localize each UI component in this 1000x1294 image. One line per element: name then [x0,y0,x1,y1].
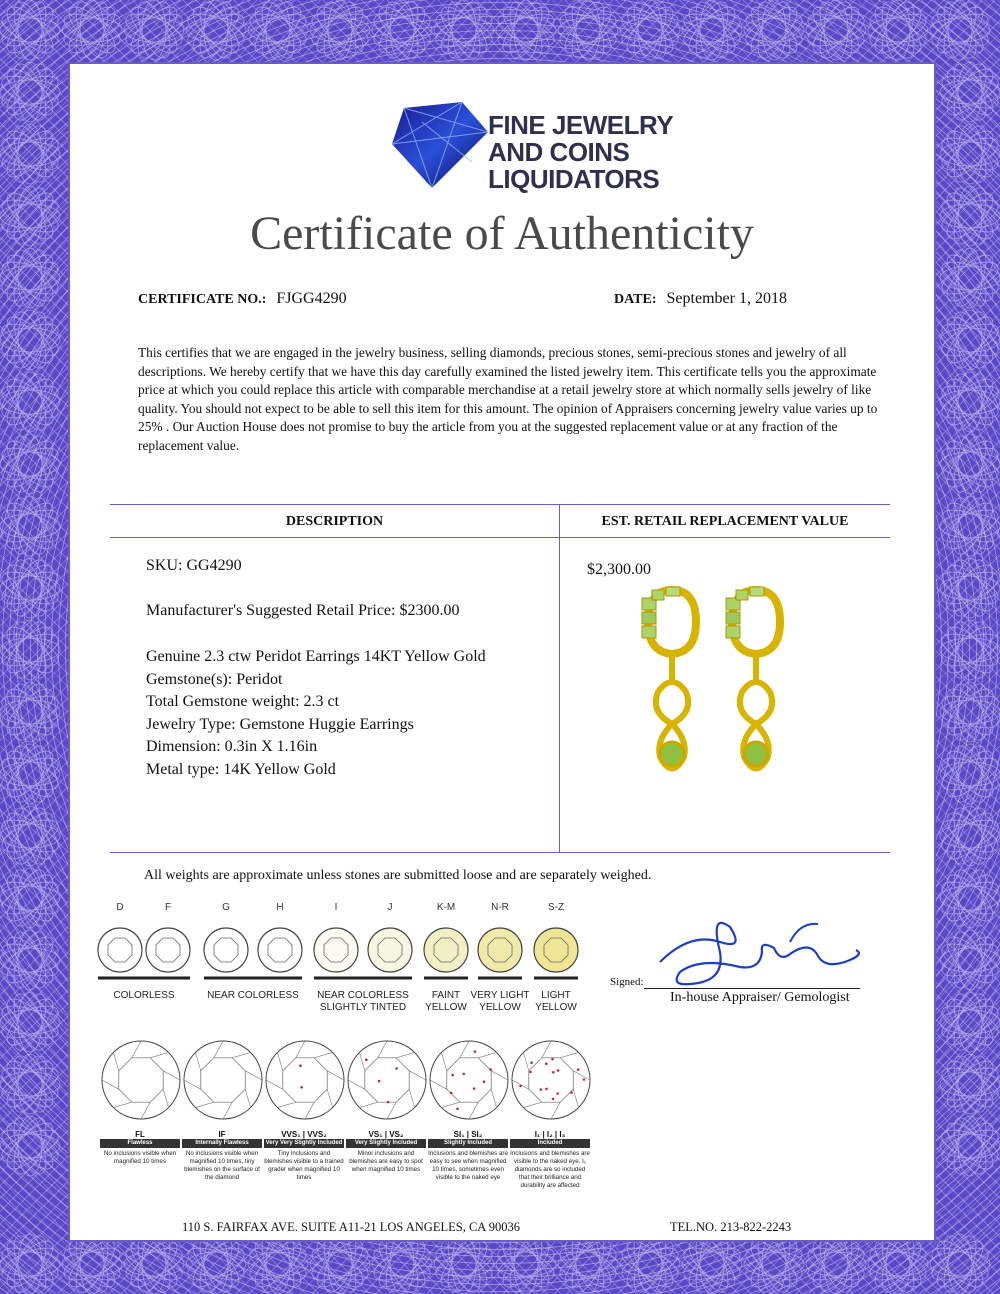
clarity-inclusion [489,1068,492,1071]
guilloche-rosette [0,124,59,183]
clarity-inclusion [577,1068,580,1071]
clarity-grade-code: VVS₁ | VVS₂ [281,1130,327,1139]
certificate-body [68,62,936,1242]
guilloche-rosette [940,434,999,493]
guilloche-rosette [310,1234,369,1293]
clarity-grade-description: Inclusions and blemishes are visible to the naked eye. I₁ diamonds are so included that their brilliance and durability are affected [510,1150,590,1189]
guilloche-rosette [620,0,679,59]
color-grade-diamond [258,928,302,972]
guilloche-rosette [0,124,59,183]
guilloche-rosette [0,744,59,803]
color-group-label [88,990,200,1002]
guilloche-rosette [124,0,183,59]
guilloche-rosette [0,558,59,617]
description-line: Dimension: 0.3in X 1.16in [146,738,318,755]
guilloche-rosette [0,434,59,493]
guilloche-rosette [0,620,59,679]
guilloche-rosette [940,682,999,741]
guilloche-rosette [940,124,999,183]
clarity-inclusion [387,1101,390,1104]
guilloche-rosette [372,0,431,59]
color-grade-diamond [146,928,190,972]
guilloche-rosette [496,0,555,59]
guilloche-rosette [62,1234,121,1293]
guilloche-rosette [558,0,617,59]
clarity-grade-column [264,1130,344,1182]
guilloche-rosette [940,744,999,803]
guilloche-rosette [62,0,121,59]
guilloche-rosette [0,248,59,307]
guilloche-rosette [806,0,865,59]
description-lines [146,646,486,781]
clarity-inclusion [519,1085,522,1088]
guilloche-rosette [620,1234,679,1293]
guilloche-rosette [372,1234,431,1293]
brand-line-2: AND COINS [488,137,630,167]
clarity-scale [96,1032,596,1232]
clarity-inclusion [552,1071,555,1074]
guilloche-rosette [940,930,999,989]
guilloche-rosette [0,930,59,989]
color-grade-letter: J [387,902,393,913]
color-grade-letter: K-M [436,902,456,913]
earrings-product-image [638,582,808,792]
guilloche-rosette [124,1234,183,1293]
guilloche-rosette [0,62,59,121]
guilloche-rosette [62,1234,121,1293]
guilloche-rosette [806,0,865,59]
color-grade-diamond [534,928,578,972]
guilloche-rosette [248,1234,307,1293]
guilloche-rosette [0,930,59,989]
guilloche-rosette [940,992,999,1051]
guilloche-rosette [0,868,59,927]
guilloche-rosette [0,496,59,555]
guilloche-rosette [0,0,59,59]
guilloche-rosette [940,868,999,927]
clarity-grade-name: Internally Flawless [182,1139,262,1148]
description-line: Metal type: 14K Yellow Gold [146,760,336,778]
guilloche-rosette [0,0,59,59]
color-grade-letter: G [222,902,230,913]
guilloche-rosette [940,1054,999,1113]
guilloche-rosette [0,248,59,307]
sku: SKU: GG4290 [146,557,242,574]
clarity-grade-code: IF [218,1130,226,1139]
guilloche-rosette [940,620,999,679]
clarity-inclusion [556,1092,559,1095]
guilloche-rosette [310,1234,369,1293]
clarity-inclusion [529,1071,532,1074]
description-line: Total Gemstone weight: 2.3 ct [146,693,340,710]
clarity-grade-column [346,1130,426,1174]
description-header: DESCRIPTION [285,514,384,529]
color-diamond-row [96,920,586,980]
guilloche-rosette [0,1054,59,1113]
color-grade-diamond [424,928,468,972]
color-grade-scale [96,902,586,1022]
clarity-grade-description: No inclusions visible when magnified 10 times [103,1150,177,1165]
guilloche-rosette [744,1234,803,1293]
guilloche-rosette [434,1234,493,1293]
guilloche-rosette [124,1234,183,1293]
guilloche-rosette [0,186,59,245]
guilloche-rosette [940,434,999,493]
guilloche-rosette [940,186,999,245]
guilloche-rosette [124,0,183,59]
guilloche-rosette [0,1234,59,1293]
guilloche-rosette [940,558,999,617]
color-grade-diamond [368,928,412,972]
color-group-label-line: YELLOW [535,1002,577,1013]
guilloche-rosette [248,0,307,59]
color-group-label [468,990,532,1014]
clarity-inclusion [551,1058,554,1061]
replacement-value: $2,300.00 [587,561,651,578]
guilloche-rosette [930,1234,989,1293]
clarity-inclusion [557,1069,560,1072]
guilloche-rosette [0,1116,59,1175]
color-group-label-line: VERY LIGHT [470,990,530,1001]
description-line: Jewelry Type: Gemstone Huggie Earrings [146,715,414,733]
description-line: Gemstone(s): Peridot [146,670,283,688]
clarity-inclusion [473,1087,476,1090]
guilloche-rosette [558,1234,617,1293]
color-grade-diamond [478,928,522,972]
guilloche-rosette [496,0,555,59]
date-value: September 1, 2018 [666,290,787,307]
clarity-inclusion [300,1086,303,1089]
guilloche-rosette [186,1234,245,1293]
guilloche-rosette [0,310,59,369]
color-grade-letter: S-Z [547,902,565,913]
guilloche-rosette [0,1116,59,1175]
clarity-inclusion [552,1098,555,1101]
table-top-rule [110,504,890,505]
guilloche-rosette [806,1234,865,1293]
clarity-grade-description: No inclusions visible when magnified 10 times, tiny blemishes on the surface of the diamond [184,1150,260,1181]
color-group-label-line: YELLOW [425,1002,467,1013]
clarity-grade-code: VS₁ | VS₂ [368,1130,404,1139]
guilloche-rosette [248,1234,307,1293]
guilloche-rosette [744,0,803,59]
certificate-title: Certificate of Authenticity [250,207,754,260]
guilloche-rosette [940,62,999,121]
guilloche-rosette [0,620,59,679]
clarity-grade-column [428,1130,508,1182]
guilloche-rosette [940,372,999,431]
guilloche-rosette [0,1054,59,1113]
clarity-grade-name: Flawless [100,1139,180,1148]
clarity-inclusion [483,1080,486,1083]
clarity-grade-description: Minor inclusions and blemishes are easy to spot when magnified 10 times [349,1150,423,1173]
guilloche-rosette [372,0,431,59]
guilloche-rosette [940,682,999,741]
guilloche-rosette [0,868,59,927]
guilloche-rosette [806,1234,865,1293]
guilloche-rosette [940,620,999,679]
table-header-rule [110,537,890,538]
value-header: EST. RETAIL REPLACEMENT VALUE [601,514,849,529]
guilloche-rosette [496,1234,555,1293]
guilloche-rosette [940,62,999,121]
clarity-grade-column [510,1130,590,1190]
color-group-label-line: YELLOW [479,1002,521,1013]
weights-note: All weights are approximate unless stones are submitted loose and are separately weighed. [144,868,652,883]
guilloche-rosette [0,186,59,245]
guilloche-rosette [310,0,369,59]
guilloche-rosette [940,248,999,307]
guilloche-rosette [434,1234,493,1293]
guilloche-rosette [0,558,59,617]
guilloche-rosette [940,744,999,803]
signature-line [644,988,860,989]
guilloche-rosette [940,1116,999,1175]
color-grade-diamond [204,928,248,972]
guilloche-rosette [0,62,59,121]
color-group-label-line: FAINT [431,990,461,1001]
clarity-grade-name: Very Slightly Included [346,1139,426,1148]
certificate-date [614,290,787,308]
color-group-label-line: NEAR COLORLESS [207,990,299,1001]
guilloche-rosette [682,0,741,59]
clarity-grade-name: Very Very Slightly Included [265,1140,343,1146]
clarity-inclusion [545,1062,548,1065]
footer-address: 110 S. FAIRFAX AVE. SUITE A11-21 LOS ANGELES, CA 90036 [182,1220,520,1234]
signature-scribble [650,912,880,992]
clarity-grade-description: Inclusions and blemishes are easy to see when magnified 10 times, sometimes even visible to the naked eye [428,1150,508,1181]
clarity-inclusion [456,1108,459,1111]
certificate-number-value: FJGG4290 [276,290,347,307]
guilloche-rosette [682,1234,741,1293]
guilloche-rosette [868,1234,927,1293]
guilloche-rosette [558,1234,617,1293]
guilloche-rosette [0,806,59,865]
guilloche-rosette [620,0,679,59]
guilloche-rosette [940,310,999,369]
guilloche-rosette [0,434,59,493]
date-label: DATE: [614,292,657,307]
clarity-grade-name: Included [510,1139,590,1148]
guilloche-rosette [940,1116,999,1175]
guilloche-rosette [434,0,493,59]
clarity-inclusion [451,1074,454,1077]
guilloche-rosette [310,0,369,59]
msrp: Manufacturer's Suggested Retail Price: $2300.00 [146,602,460,619]
guilloche-rosette [868,0,927,59]
guilloche-rosette [940,806,999,865]
clarity-grade-code: SI₁ | SI₂ [453,1130,483,1139]
guilloche-rosette [0,682,59,741]
guilloche-rosette [620,1234,679,1293]
guilloche-rosette [186,0,245,59]
guilloche-rosette [940,930,999,989]
guilloche-rosette [940,496,999,555]
guilloche-rosette [940,186,999,245]
color-group-label-line: NEAR COLORLESS [317,990,409,1001]
guilloche-rosette [0,310,59,369]
signed-label: Signed: [610,976,644,988]
guilloche-rosette [868,0,927,59]
certificate-number [138,290,347,308]
brand-name [488,112,673,193]
guilloche-rosette [0,744,59,803]
clarity-grade-column [182,1130,262,1182]
clarity-inclusion [395,1067,398,1070]
guilloche-rosette [744,0,803,59]
clarity-grade-name: Slightly Included [428,1139,508,1148]
guilloche-rosette [682,0,741,59]
clarity-grade-code: FL [135,1130,145,1139]
guilloche-rosette [0,496,59,555]
color-grade-diamond [314,928,358,972]
clarity-inclusion [378,1080,381,1083]
clarity-grade-description: Tiny inclusions and blemishes visible to a trained grader when magnified 10 times [264,1150,344,1181]
guilloche-rosette [940,558,999,617]
color-group-label [194,990,312,1002]
guilloche-rosette [940,310,999,369]
guilloche-rosette [0,992,59,1051]
appraiser-role: In-house Appraiser/ Gemologist [670,990,850,1005]
clarity-inclusion [530,1061,533,1064]
guilloche-rosette [0,806,59,865]
description-line: Genuine 2.3 ctw Peridot Earrings 14KT Yellow Gold [146,648,486,665]
clarity-grade-code: I₁ | I₂ | I₃ [534,1130,566,1139]
guilloche-rosette [930,0,989,59]
color-grade-letter: N-R [491,902,509,913]
guilloche-rosette [940,992,999,1051]
table-bottom-rule [110,852,890,853]
color-grade-letter: I [334,902,338,913]
guilloche-rosette [372,1234,431,1293]
color-grade-diamond [98,928,142,972]
guilloche-rosette [682,1234,741,1293]
clarity-inclusion [474,1050,477,1053]
clarity-inclusion [545,1088,548,1091]
guilloche-rosette [940,372,999,431]
color-group-label-line: SLIGHTLY TINTED [319,1002,407,1013]
guilloche-rosette [434,0,493,59]
guilloche-rosette [0,992,59,1051]
clarity-inclusion [463,1073,466,1076]
clarity-inclusion [365,1058,368,1061]
guilloche-rosette [248,0,307,59]
guilloche-rosette [186,1234,245,1293]
brand-line-1: FINE JEWELRY [488,110,674,140]
guilloche-rosette [744,1234,803,1293]
guilloche-rosette [930,1234,989,1293]
brand-line-3: LIQUIDATORS [488,164,660,194]
guilloche-rosette [62,0,121,59]
color-group-label [524,990,588,1014]
guilloche-rosette [940,496,999,555]
clarity-inclusion [570,1091,573,1094]
guilloche-rosette [940,868,999,927]
guilloche-rosette [868,1234,927,1293]
guilloche-rosette [940,124,999,183]
clarity-inclusion [299,1064,302,1067]
clarity-inclusion [540,1088,543,1091]
guilloche-rosette [558,0,617,59]
footer-phone: TEL.NO. 213-822-2243 [670,1220,792,1234]
table-column-divider [559,504,560,852]
color-grade-letter: H [276,902,284,913]
guilloche-rosette [940,806,999,865]
guilloche-rosette [940,248,999,307]
guilloche-rosette [0,682,59,741]
clarity-diamond-row [96,1032,596,1132]
clarity-inclusion [450,1092,453,1095]
guilloche-rosette [0,372,59,431]
clarity-grade-column [100,1130,180,1166]
color-grade-letter: D [116,902,124,913]
color-group-label [304,990,422,1014]
intro-paragraph: This certifies that we are engaged in the jewelry business, selling diamonds, precious stones, semi-precious stones and jewelry of all descriptions. We hereby certify that we have this day carefully examined the listed jewelry item. This certificate tells you the approximate price at which you could replace this article with comparable merchandise at a retail jewelry store at which normally sells jewelry of like quality. You should not expect to be able to sell this item for this amount. The opinion of Appraisers concerning jewelry value varies up to 25% . Our Auction House does not promise to buy the article from you at the suggested replacement value or at any fraction of the replacement value. [138,345,878,453]
guilloche-rosette [0,1234,59,1293]
guilloche-rosette [0,372,59,431]
guilloche-rosette [930,0,989,59]
color-group-label-line: COLORLESS [113,990,175,1001]
color-group-label-line: LIGHT [541,990,571,1001]
guilloche-rosette [186,0,245,59]
gem-logo-icon [392,102,488,188]
color-grade-letter: F [164,902,172,913]
clarity-inclusion [583,1078,586,1081]
certificate-number-label: CERTIFICATE NO.: [138,292,267,307]
guilloche-rosette [496,1234,555,1293]
guilloche-rosette [940,1054,999,1113]
